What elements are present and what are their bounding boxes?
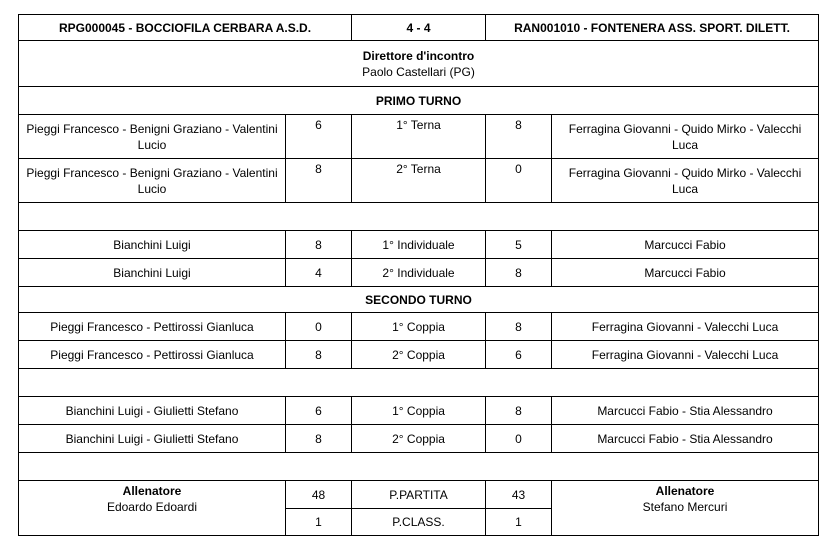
home-players: Pieggi Francesco - Benigni Graziano - Valentini Lucio: [19, 159, 286, 203]
home-score: 8: [286, 341, 352, 369]
table-row: [19, 341, 819, 369]
table-row: [19, 259, 819, 287]
away-coach-name: Stefano Mercuri: [642, 500, 728, 514]
away-players: Marcucci Fabio - Stia Alessandro: [552, 397, 819, 425]
game-type: 2° Coppia: [352, 425, 486, 453]
director-name: Paolo Castellari (PG): [362, 64, 475, 79]
away-team-name: RAN001010 - FONTENERA ASS. SPORT. DILETT.: [486, 15, 819, 41]
away-players: Marcucci Fabio: [552, 231, 819, 259]
home-score: 6: [286, 397, 352, 425]
away-score: 8: [486, 259, 552, 287]
director-cell: [19, 41, 819, 87]
game-type: 2° Terna: [352, 159, 486, 203]
match-report-table: [18, 14, 819, 536]
home-team-name: RPG000045 - BOCCIOFILA CERBARA A.S.D.: [19, 15, 352, 41]
secondo-turno-title-row: [19, 287, 819, 313]
away-score: 0: [486, 425, 552, 453]
home-coach-label: Allenatore: [122, 484, 182, 498]
table-row: [19, 115, 819, 159]
home-partita-points: 48: [286, 481, 352, 509]
away-score: 5: [486, 231, 552, 259]
class-label: P.CLASS.: [352, 509, 486, 536]
away-players: Ferragina Giovanni - Quido Mirko - Valecchi Luca: [552, 159, 819, 203]
away-score: 8: [486, 397, 552, 425]
home-players: Bianchini Luigi: [19, 231, 286, 259]
game-type: 2° Coppia: [352, 341, 486, 369]
home-score: 8: [286, 231, 352, 259]
away-score: 8: [486, 313, 552, 341]
home-coach-cell: [19, 481, 286, 536]
spacer-cell: [19, 203, 819, 231]
game-type: 1° Terna: [352, 115, 486, 159]
home-score: 0: [286, 313, 352, 341]
home-players: Pieggi Francesco - Pettirossi Gianluca: [19, 341, 286, 369]
away-coach-label: Allenatore: [655, 484, 715, 498]
footer-row-partita: [19, 481, 819, 509]
away-players: Marcucci Fabio: [552, 259, 819, 287]
away-partita-points: 43: [486, 481, 552, 509]
spacer-row: [19, 369, 819, 397]
primo-turno-title-row: [19, 87, 819, 115]
away-players: Ferragina Giovanni - Valecchi Luca: [552, 313, 819, 341]
away-players: Ferragina Giovanni - Valecchi Luca: [552, 341, 819, 369]
away-score: 8: [486, 115, 552, 159]
game-type: 2° Individuale: [352, 259, 486, 287]
primo-turno-title: PRIMO TURNO: [19, 87, 819, 115]
spacer-cell: [19, 369, 819, 397]
game-type: 1° Individuale: [352, 231, 486, 259]
away-coach-cell: [552, 481, 819, 536]
away-class-points: 1: [486, 509, 552, 536]
home-score: 8: [286, 159, 352, 203]
table-row: [19, 425, 819, 453]
secondo-turno-title: SECONDO TURNO: [19, 287, 819, 313]
away-score: 0: [486, 159, 552, 203]
away-score: 6: [486, 341, 552, 369]
director-label: Direttore d'incontro: [362, 48, 475, 63]
home-players: Bianchini Luigi: [19, 259, 286, 287]
header-row: [19, 15, 819, 41]
home-score: 8: [286, 425, 352, 453]
home-players: Pieggi Francesco - Benigni Graziano - Valentini Lucio: [19, 115, 286, 159]
home-players: Bianchini Luigi - Giulietti Stefano: [19, 425, 286, 453]
spacer-row: [19, 203, 819, 231]
spacer-cell: [19, 453, 819, 481]
home-class-points: 1: [286, 509, 352, 536]
table-row: [19, 397, 819, 425]
spacer-row: [19, 453, 819, 481]
table-row: [19, 231, 819, 259]
table-row: [19, 159, 819, 203]
away-players: Ferragina Giovanni - Quido Mirko - Valecchi Luca: [552, 115, 819, 159]
home-score: 4: [286, 259, 352, 287]
game-type: 1° Coppia: [352, 397, 486, 425]
home-score: 6: [286, 115, 352, 159]
director-row: [19, 41, 819, 87]
home-players: Pieggi Francesco - Pettirossi Gianluca: [19, 313, 286, 341]
match-score: 4 - 4: [352, 15, 486, 41]
home-coach-name: Edoardo Edoardi: [106, 500, 198, 514]
game-type: 1° Coppia: [352, 313, 486, 341]
home-players: Bianchini Luigi - Giulietti Stefano: [19, 397, 286, 425]
away-players: Marcucci Fabio - Stia Alessandro: [552, 425, 819, 453]
partita-label: P.PARTITA: [352, 481, 486, 509]
table-row: [19, 313, 819, 341]
